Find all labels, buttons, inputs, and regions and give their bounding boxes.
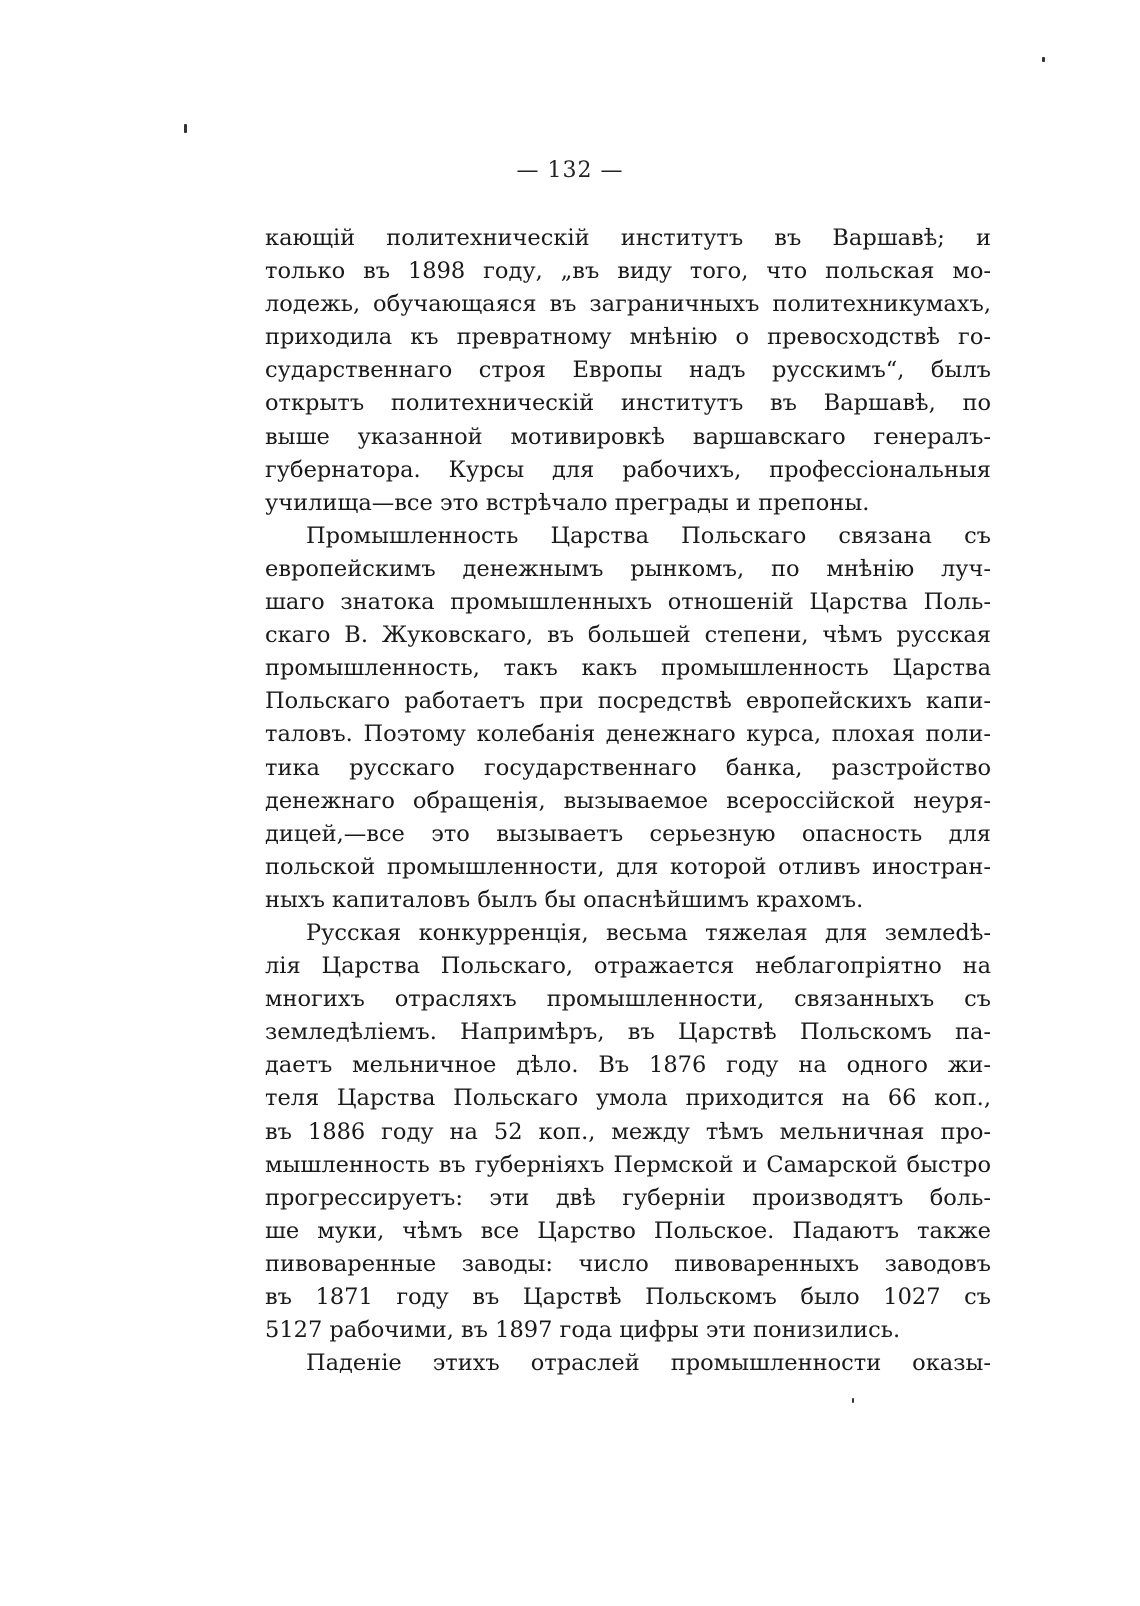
text-line: многихъ отрасляхъ промышленности, связанныхъ съ bbox=[265, 986, 991, 1013]
scan-speck bbox=[1042, 57, 1045, 62]
text-line: теля Царства Польскаго умола приходится на 66 коп., bbox=[265, 1085, 991, 1112]
text-line: въ 1886 году на 52 коп., между тѣмъ мельничная про- bbox=[265, 1118, 991, 1145]
text-line: европейскимъ денежнымъ рынкомъ, по мнѣнію луч- bbox=[265, 555, 991, 582]
text-line: прогрессируетъ: эти двѣ губерніи производятъ боль- bbox=[265, 1184, 991, 1211]
text-line: Промышленность Царства Польскаго связана съ bbox=[306, 522, 991, 549]
text-line: даетъ мельничное дѣло. Въ 1876 году на одного жи- bbox=[265, 1052, 991, 1079]
text-line: Русская конкурренція, весьма тяжелая для землedѣ- bbox=[306, 919, 991, 946]
text-line: приходила къ превратному мнѣнію о превосходствѣ го- bbox=[265, 324, 991, 351]
text-line: въ 1871 году въ Царствѣ Польскомъ было 1027 съ bbox=[265, 1284, 991, 1310]
text-line: шаго знатока промышленныхъ отношеній Царства Поль- bbox=[265, 589, 991, 616]
text-line: таловъ. Поэтому колебанія денежнаго курса, плохая поли- bbox=[265, 721, 991, 748]
body-text bbox=[265, 222, 991, 1380]
text-line: лія Царства Польскаго, отражается неблагопріятно на bbox=[265, 953, 991, 980]
page-number: — 132 — bbox=[516, 158, 624, 183]
text-line: пивоваренные заводы: число пивоваренныхъ заводовъ bbox=[265, 1250, 991, 1277]
text-line: скаго В. Жуковскаго, въ большей степени, чѣмъ русская bbox=[265, 622, 991, 649]
text-line: тика русскаго государственнаго банка, разстройство bbox=[265, 754, 991, 781]
text-line: польской промышленности, для которой отливъ иностран- bbox=[265, 853, 991, 880]
text-line: только въ 1898 году, „въ виду того, что польская мо- bbox=[265, 258, 991, 285]
text-line: ше муки, чѣмъ все Царство Польское. Падаютъ также bbox=[265, 1217, 991, 1244]
text-line: Польскаго работаетъ при посредствѣ европейскихъ капи- bbox=[265, 688, 991, 715]
text-line: ныхъ капиталовъ былъ бы опаснѣйшимъ крахомъ. bbox=[265, 886, 864, 913]
text-line: выше указанной мотивировкѣ варшавскаго генералъ- bbox=[265, 423, 991, 450]
scan-speck bbox=[184, 124, 187, 133]
text-line: денежнаго обращенія, вызываемое всероссійской неуря- bbox=[265, 787, 991, 814]
text-line: училища—все это встрѣчало преграды и препоны. bbox=[265, 489, 870, 516]
text-line: 5127 рабочими, въ 1897 года цифры эти понизились. bbox=[265, 1317, 901, 1344]
text-line: губернатора. Курсы для рабочихъ, профессіональныя bbox=[265, 456, 991, 483]
text-line: промышленность, такъ какъ промышленность Царства bbox=[265, 655, 991, 682]
text-line: дицей,—все это вызываетъ серьезную опасность для bbox=[265, 820, 991, 847]
scan-speck bbox=[852, 1398, 854, 1403]
text-line: Паденіе этихъ отраслей промышленности оказы- bbox=[306, 1350, 991, 1377]
text-line: кающій политехническій институтъ въ Варшавѣ; и bbox=[265, 225, 991, 251]
text-line: земледѣліемъ. Напримѣръ, въ Царствѣ Польскомъ па- bbox=[265, 1019, 991, 1046]
text-line: сударственнаго строя Европы надъ русскимъ“, былъ bbox=[265, 357, 991, 384]
text-line: лодежь, обучающаяся въ заграничныхъ политехникумахъ, bbox=[265, 291, 991, 318]
text-line: открытъ политехническій институтъ въ Варшавѣ, по bbox=[265, 390, 991, 417]
text-line: мышленность въ губерніяхъ Пермской и Самарской быстро bbox=[265, 1151, 991, 1178]
